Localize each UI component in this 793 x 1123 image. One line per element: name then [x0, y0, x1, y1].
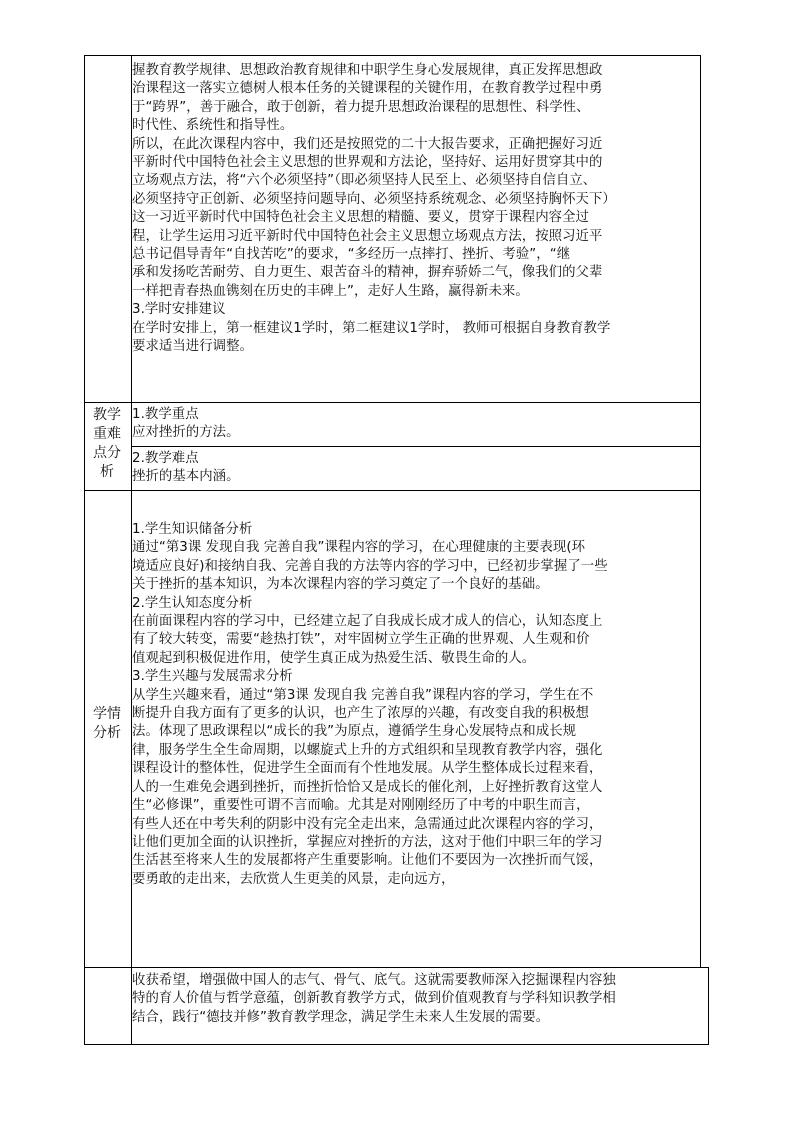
table-bottom-border: [84, 1044, 709, 1045]
text-line: 治课程这一落实立德树人根本任务的关键课程的关键作用，在教育教学过程中勇: [132, 81, 603, 97]
text-line: 要勇敢的走出来，去欣赏人生更美的风景，走向远方，: [132, 871, 455, 887]
closing-text: [132, 972, 616, 1027]
text-line: 有了较大转变，需要“趁热打铁”，对牢固树立学生正确的世界观、人生观和价: [132, 632, 590, 648]
text-line: 一样把青春热血镌刻在历史的丰碑上”，走好人生路，赢得新未来。: [132, 283, 529, 299]
text-line: 时代性、系统性和指导性。: [132, 118, 294, 134]
student-analysis-label: [86, 705, 128, 743]
teaching-key-point: [132, 406, 240, 443]
text-line: 法。体现了思政课程以“成长的我”为原点，遵循学生身心发展特点和成长规: [132, 724, 577, 740]
table-left-border: [84, 55, 85, 1045]
student-analysis-text: [132, 521, 608, 889]
text-line: 必须坚持守正创新、必须坚持问题导向、必须坚持系统观念、必须坚持胸怀天下）: [132, 191, 616, 207]
text-line: 2.学生认知态度分析: [132, 595, 253, 611]
text-line: 断提升自我方面有了更多的认识，也产生了浓厚的兴趣，有改变自我的积极想: [132, 706, 589, 722]
label-line: 教学: [93, 407, 121, 423]
difficulty-label: [86, 406, 128, 482]
text-line: 值观起到积极促进作用，使学生真正成为热爱生活、敬畏生命的人。: [132, 650, 536, 666]
label-line: 析: [100, 464, 114, 480]
row-divider-2: [84, 490, 701, 491]
text-line: 1.教学重点: [132, 407, 199, 422]
text-line: 课程设计的整体性，促进学生全面而有个性地发展。从学生整体成长过程来看，: [132, 761, 603, 777]
text-line: 要求适当进行调整。: [132, 339, 253, 355]
text-line: 境适应良好)和接纳自我、完善自我的方法等内容的学习中，已经初步掌握了一些: [132, 558, 608, 574]
text-line: 握教育教学规律、思想政治教育规律和中职学生身心发展规律，真正发挥思想政: [132, 63, 603, 78]
section1-text: [132, 62, 616, 357]
text-line: 应对挫折的方法。: [132, 425, 240, 441]
row-divider-1: [84, 402, 701, 403]
text-line: 挫折的基本内涵。: [132, 469, 240, 485]
text-line: 从学生兴趣来看，通过“第3课 发现自我 完善自我”课程内容的学习，学生在不: [132, 687, 594, 703]
text-line: 有些人还在中考失利的阴影中没有完全走出来，急需通过此次课程内容的学习，: [132, 816, 603, 832]
label-line: 学情: [93, 706, 121, 722]
text-line: 3.学生兴趣与发展需求分析: [132, 669, 293, 685]
table-top-border: [84, 55, 701, 56]
text-line: 总书记倡导青年“自找苦吃”的要求，“多经历一点摔打、挫折、考验”，“继: [132, 247, 571, 263]
text-line: 律，服务学生全生命周期，以螺旋式上升的方式组织和呈现教育教学内容，强化: [132, 742, 603, 758]
text-line: 结合，践行“德技并修”教育教学理念，满足学生未来人生发展的需要。: [132, 1009, 550, 1025]
label-line: 重难: [93, 426, 121, 442]
table-right-border-bottom: [708, 967, 709, 1045]
text-line: 平新时代中国特色社会主义思想的世界观和方法论，坚持好、运用好贯穿其中的: [132, 155, 603, 171]
text-line: 收获希望，增强做中国人的志气、骨气、底气。这就需要教师深入挖掘课程内容独: [132, 973, 616, 988]
text-line: 在前面课程内容的学习中，已经建立起了自我成长成才成人的信心，认知态度上: [132, 614, 603, 630]
teaching-difficult-point: [132, 450, 240, 487]
text-line: 这一习近平新时代中国特色社会主义思想的精髓、要义，贯穿于课程内容全过: [132, 210, 589, 226]
text-line: 所以，在此次课程内容中，我们还是按照党的二十大报告要求，正确把握好习近: [132, 136, 603, 152]
text-line: 承和发扬吃苦耐劳、自力更生、艰苦奋斗的精神，摒弃骄娇二气，像我们的父辈: [132, 265, 603, 281]
text-line: 人的一生难免会遇到挫折，而挫折恰恰又是成长的催化剂，上好挫折教育这堂人: [132, 779, 603, 795]
text-line: 2.教学难点: [132, 451, 199, 466]
text-line: 关于挫折的基本知识，为本次课程内容的学习奠定了一个良好的基础。: [132, 577, 549, 593]
text-line: 生“必修课”，重要性可谓不言而喻。尤其是对刚刚经历了中考的中职生而言，: [132, 798, 590, 814]
row-divider-inner: [131, 446, 701, 447]
text-line: 在学时安排上，第一框建议1学时，第二框建议1学时， 教师可根据自身教育教学: [132, 320, 611, 336]
text-line: 于“跨界”，善于融合，敢于创新，着力提升思想政治课程的思想性、科学性、: [132, 99, 590, 115]
text-line: 生活甚至将来人生的发展都将产生重要影响。让他们不要因为一次挫折而气馁，: [132, 853, 603, 869]
table-right-border: [700, 55, 701, 967]
text-line: 1.学生知识储备分析: [132, 522, 253, 537]
text-line: 立场观点方法，将“六个必须坚持”（即必须坚持人民至上、必须坚持自信自立、: [132, 173, 597, 189]
row-divider-3: [84, 967, 709, 968]
text-line: 通过“第3课 发现自我 完善自我”课程内容的学习，在心理健康的主要表现(环: [132, 540, 586, 556]
text-line: 3.学时安排建议: [132, 302, 226, 318]
text-line: 特的育人价值与哲学意蕴，创新教育教学方式，做到价值观教育与学科知识教学相: [132, 991, 616, 1007]
text-line: 程，让学生运用习近平新时代中国特色社会主义思想立场观点方法，按照习近平: [132, 228, 603, 244]
label-line: 分析: [93, 725, 121, 741]
label-line: 点分: [93, 445, 121, 461]
text-line: 让他们更加全面的认识挫折，掌握应对挫折的方法，这对于他们中职三年的学习: [132, 834, 603, 850]
